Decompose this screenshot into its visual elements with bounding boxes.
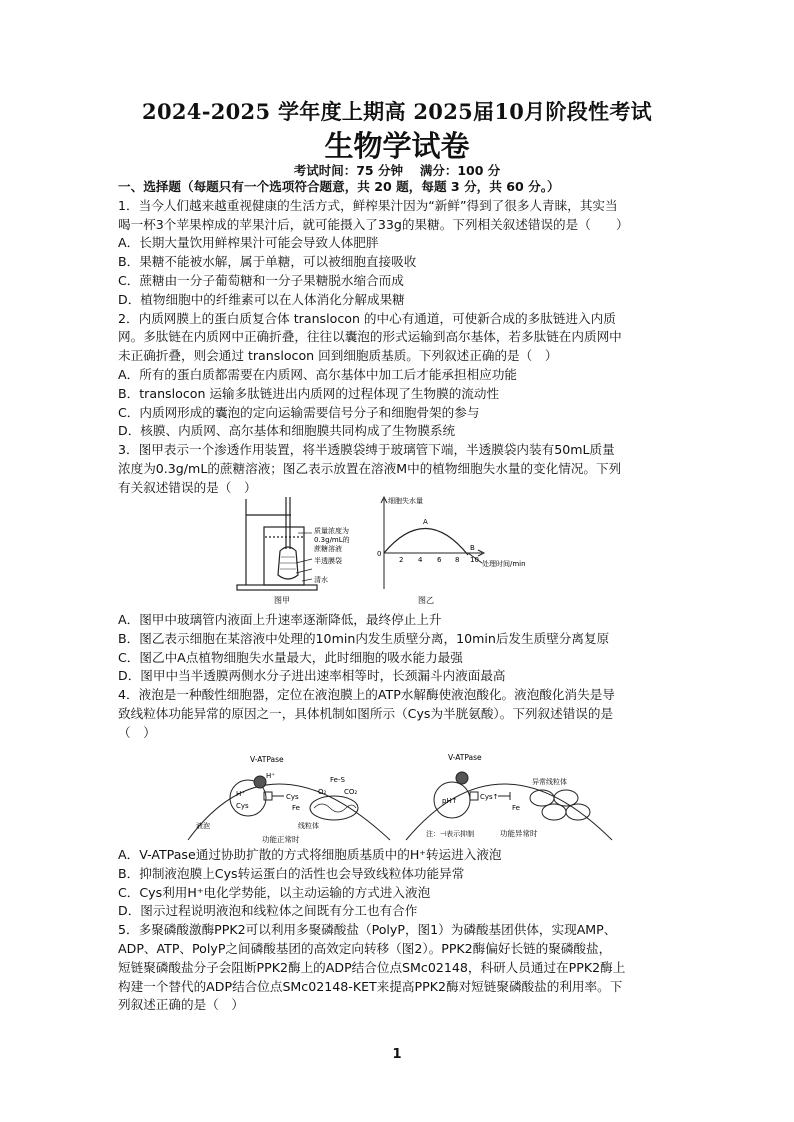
q3-stem-line: 3．图甲表示一个渗透作用装置，将半透膜袋缚于玻璃管下端，半透膜袋内装有50mL质量 [118,442,615,458]
vatpase-right [456,772,468,784]
page-number: 1 [392,1047,402,1062]
q5-stem-line: ADP、ATP、PolyP之间磷酸基团的高效定向转移（图2）。PPK2酶偏好长链的聚磷酸盐， [118,940,612,956]
x-tick: 6 [437,556,442,564]
section-heading: 一、选择题（每题只有一个选项符合题意，共 20 题，每题 3 分，共 60 分。） [118,179,560,194]
q1-stem-line: 喝一杯3个苹果榨成的苹果汁后，就可能摄入了33g的果糖。下列相关叙述错误的是（ ） [118,216,629,232]
q4-stem-line: 致线粒体功能异常的原因之一，具体机制如图所示（Cys为半胱氨酸）。下列叙述错误的是 [118,705,614,721]
vatpase-label: V-ATPase [448,753,482,762]
q3-option-a: A．图甲中玻璃管内液面上升速率逐渐降低，最终停止上升 [118,612,442,627]
mito-label: 线粒体 [298,822,319,830]
q2-stem-line: 网。多肽链在内质网中正确折叠，往往以囊泡的形式运输到高尔基体，若多肽链在内质网中 [118,329,622,345]
abnormal-mito [530,790,554,806]
co2-label: CO₂ [344,788,358,796]
point-b-label: B [470,544,475,552]
q4-option-b: B．抑制液泡膜上Cys转运蛋白的活性也会导致线粒体功能异常 [118,865,465,881]
x-tick: 4 [418,556,423,564]
q4-stem-line: （ ） [118,724,156,740]
fes-label: Fe-S [330,776,345,784]
exam-title: 2024-2025 学年度上期高 2025届10月阶段性考试 [142,99,652,124]
mitochondrion-left [310,796,358,820]
abnormal-mito [566,804,590,820]
cys-label: Cys↑ [480,793,499,801]
fig-label: 清水 [314,576,328,584]
cys-transporter-right [470,792,478,800]
q2-stem-line: 未正确折叠，则会通过 translocon 回到细胞质基质。下列叙述正确的是（ ） [118,348,558,364]
cys-in-label: Cys [236,802,249,810]
q5-stem-line: 构建一个替代的ADP结合位点SMc02148-KET来提高PPK2酶对短链聚磷酸盐的利用率。下 [118,978,623,994]
abnormal-caption: 功能异常时 [500,829,538,838]
vacuole-label: 液泡 [196,822,210,830]
q2-stem-line: 2．内质网膜上的蛋白质复合体 translocon 的中心有通道，可使新合成的多肽链进入内质 [118,310,616,326]
q5-stem-line: 5．多聚磷酸激酶PPK2可以利用多聚磷酸盐（PolyP，图1）为磷酸基团供体，实现AMP、 [118,922,617,938]
normal-caption: 功能正常时 [262,835,300,844]
q1-option-b: B．果糖不能被水解，属于单糖，可以被细胞直接吸收 [118,254,417,270]
q3-option-c: C．图乙中A点植物细胞失水量最大，此时细胞的吸水能力最强 [118,649,463,665]
q2-option-c: C．内质网形成的囊泡的定向运输需要信号分子和细胞骨架的参与 [118,404,480,420]
x-tick: 10 [470,556,479,564]
questions-part-2 [118,611,678,743]
q3-option-d: D．图甲中当半透膜两侧水分子进出速率相等时，长颈漏斗内液面最高 [118,668,506,684]
subject-title: 生物学试卷 [324,129,470,163]
q2-option-d: D．核膜、内质网、高尔基体和细胞膜共同构成了生物膜系统 [118,423,456,439]
fig-caption: 图甲 [274,596,290,605]
stand-base [237,585,317,590]
fig-label: 0.3g/mL的 [314,536,350,544]
abnormal-mito-label: 异常线粒体 [532,778,567,786]
origin-label: 0 [377,550,382,558]
bag-solution [280,557,296,569]
q1-option-a: A．长期大量饮用鲜榨果汁可能会导致人体肥胖 [118,235,379,251]
questions-part-1 [118,178,678,498]
osmosis-apparatus-diagram [237,497,317,590]
q3-stem-line: 浓度为0.3g/mL的蔗糖溶液；图乙表示放置在溶液M中的植物细胞失水量的变化情况。下列 [118,460,622,476]
ph-label: pH↑ [442,797,458,805]
y-axis-label: 细胞失水量 [388,497,423,505]
q5-stem-line: 列叙述正确的是（ ） [118,997,244,1013]
q1-stem-line: 1．当今人们越来越重视健康的生活方式，鲜榨果汁因为“新鲜”得到了很多人青睐，其实当 [118,197,618,213]
q4-figure [180,748,616,848]
o2-label: O₂ [318,788,327,796]
vatpase-label: V-ATPase [250,755,284,764]
q5-stem-line: 短链聚磷酸盐分子会阻断PPK2酶上的ADP结合位点SMc02148，科研人员通过在PPK2酶上 [118,959,626,975]
point-a-label: A [423,518,428,526]
fig-label: 蔗糖溶液 [314,545,342,553]
vatpase-left [254,776,266,788]
x-axis-label: 处理时间/min [482,560,526,568]
x-tick: 2 [399,556,404,564]
inhibit-note: 注：⊣表示抑制 [426,830,475,838]
fig-caption: 图乙 [418,596,434,605]
water-loss-graph [381,497,484,589]
q3-stem-line: 有关叙述错误的是（ ） [118,479,257,495]
cys-out-label: Cys [286,793,299,801]
abnormal-mito [542,804,566,820]
x-tick: 8 [455,556,460,564]
fe-label: Fe [292,804,300,812]
q4-option-a: A．V-ATPase通过协助扩散的方式将细胞质基质中的H⁺转运进入液泡 [118,847,502,862]
hplus-label: H⁺ [266,772,275,780]
normal-function-diagram [188,776,390,840]
q3-option-b: B．图乙表示细胞在某溶液中处理的10min内发生质壁分离，10min后发生质壁分离复原 [118,630,610,646]
q4-option-c: C．Cys利用H⁺电化学势能，以主动运输的方式进入液泡 [118,884,431,900]
questions-part-3 [118,846,678,1015]
q4-stem-line: 4．液泡是一种酸性细胞器，定位在液泡膜上的ATP水解酶使液泡酸化。液泡酸化消失是导 [118,687,615,703]
beaker [264,527,304,585]
q3-figure [236,493,554,609]
exam-info: 考试时间：75 分钟 满分：100 分 [293,163,501,178]
h-label: H⁺ [236,790,245,798]
q2-option-a: A．所有的蛋白质都需要在内质网、高尔基体中加工后才能承担相应功能 [118,366,518,382]
q2-option-b: B．translocon 运输多肽链进出内质网的过程体现了生物膜的流动性 [118,385,500,401]
q1-option-d: D．植物细胞中的纤维素可以在人体消化分解成果糖 [118,291,405,307]
q1-option-c: C．蔗糖由一分子葡萄糖和一分子果糖脱水缩合而成 [118,272,404,288]
fig-label: 半透膜袋 [314,557,342,565]
fe-label: Fe [512,804,520,812]
water-loss-curve [384,528,468,555]
fig-label: 质量浓度为 [314,527,349,535]
q4-option-d: D．图示过程说明液泡和线粒体之间既有分工也有合作 [118,903,418,919]
